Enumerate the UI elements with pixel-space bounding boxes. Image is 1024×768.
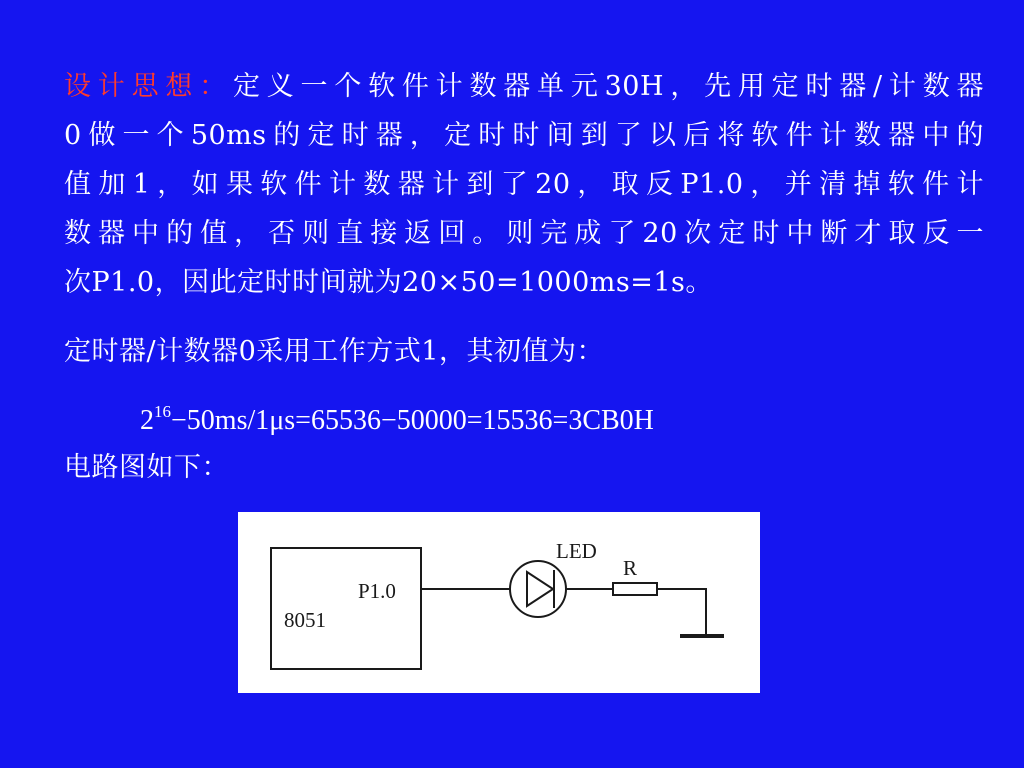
circuit-svg bbox=[238, 512, 760, 693]
circuit-intro-text: 电路图如下： bbox=[64, 452, 229, 483]
design-idea-line-2: 0做一个50ms的定时器，定时时间到了以后将软件计数器中的 bbox=[64, 120, 984, 151]
init-value-formula bbox=[140, 392, 654, 441]
design-idea-text-1: 定义一个软件计数器单元30H，先用定时器/计数器 bbox=[232, 71, 985, 102]
design-idea-paragraph bbox=[64, 62, 984, 307]
design-idea-line-5: 次P1.0，因此定时时间就为20×50=1000ms=1s。 bbox=[64, 267, 713, 298]
wire-resistor-ground bbox=[657, 589, 706, 635]
chip-label: 8051 bbox=[284, 608, 326, 632]
design-idea-line-1 bbox=[64, 62, 984, 111]
formula-base: 2 bbox=[140, 405, 154, 436]
formula-exponent: 16 bbox=[154, 402, 171, 421]
led-circle bbox=[510, 561, 566, 617]
resistor bbox=[613, 583, 657, 595]
design-idea-line-4: 数器中的值，否则直接返回。则完成了20次定时中断才取反一 bbox=[64, 218, 984, 249]
design-idea-line-3: 值加1，如果软件计数器计到了20，取反P1.0，并清掉软件计 bbox=[64, 169, 984, 200]
led-label: LED bbox=[556, 539, 597, 563]
formula-rest: −50ms/1μs=65536−50000=15536=3CB0H bbox=[171, 405, 654, 436]
circuit-diagram bbox=[238, 512, 760, 693]
design-idea-label: 设计思想： bbox=[64, 71, 233, 102]
resistor-label: R bbox=[623, 556, 638, 580]
led-diode-triangle bbox=[527, 572, 553, 606]
init-value-text: 定时器/计数器0采用工作方式1，其初值为： bbox=[64, 336, 604, 367]
pin-label: P1.0 bbox=[358, 579, 396, 603]
